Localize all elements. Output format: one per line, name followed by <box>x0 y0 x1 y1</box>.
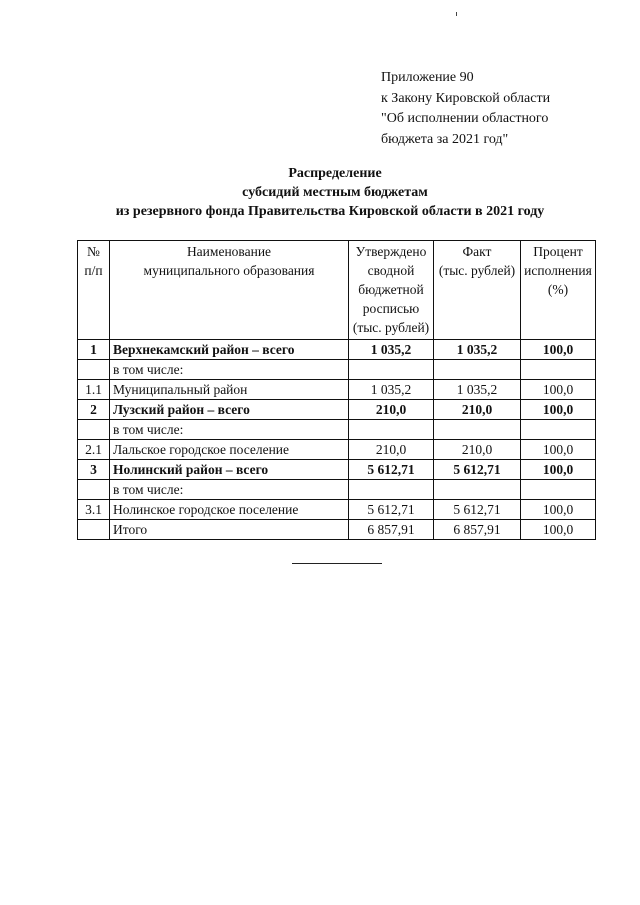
cell-num: 1 <box>78 340 110 360</box>
cell-fact <box>434 480 521 500</box>
cell-name: в том числе: <box>110 420 349 440</box>
table-row <box>78 480 596 500</box>
cell-plan: 210,0 <box>349 400 434 420</box>
appendix-line: Приложение 90 <box>381 70 474 85</box>
cell-name: Лузский район – всего <box>110 400 349 420</box>
cell-num <box>78 480 110 500</box>
table-row <box>78 380 596 400</box>
cell-plan <box>349 480 434 500</box>
appendix-line: бюджета за 2021 год" <box>381 131 509 147</box>
cell-num <box>78 520 110 540</box>
table-row <box>78 440 596 460</box>
title-line: из резервного фонда Правительства Кировской области в 2021 году <box>115 204 545 219</box>
header-name: Наименование муниципального образования <box>110 241 349 340</box>
cell-pct <box>521 420 596 440</box>
cell-pct: 100,0 <box>521 460 596 480</box>
scan-mark <box>456 12 457 16</box>
cell-num: 1.1 <box>78 380 110 400</box>
cell-fact: 6 857,91 <box>434 520 521 540</box>
cell-pct: 100,0 <box>521 500 596 520</box>
cell-num: 3 <box>78 460 110 480</box>
cell-num: 3.1 <box>78 500 110 520</box>
header-pct: Процент исполнения (%) <box>521 241 596 340</box>
cell-pct: 100,0 <box>521 380 596 400</box>
header-plan: Утверждено сводной бюджетной росписью (тыс. рублей) <box>349 241 434 340</box>
cell-num: 2 <box>78 400 110 420</box>
cell-plan <box>349 420 434 440</box>
cell-fact: 5 612,71 <box>434 500 521 520</box>
cell-name: Верхнекамский район – всего <box>110 340 349 360</box>
cell-pct: 100,0 <box>521 520 596 540</box>
cell-pct: 100,0 <box>521 400 596 420</box>
cell-plan: 1 035,2 <box>349 380 434 400</box>
table-row <box>78 500 596 520</box>
cell-name: Лальское городское поселение <box>110 440 349 460</box>
cell-name: в том числе: <box>110 480 349 500</box>
table-row <box>78 340 596 360</box>
cell-fact <box>434 420 521 440</box>
cell-fact <box>434 360 521 380</box>
table-row <box>78 360 596 380</box>
table-row <box>78 420 596 440</box>
cell-fact: 5 612,71 <box>434 460 521 480</box>
title-line: субсидий местным бюджетам <box>242 185 428 200</box>
cell-pct: 100,0 <box>521 340 596 360</box>
header-fact: Факт (тыс. рублей) <box>434 241 521 340</box>
appendix-line: "Об исполнении областного <box>381 111 549 126</box>
cell-plan: 1 035,2 <box>349 340 434 360</box>
cell-name: в том числе: <box>110 360 349 380</box>
cell-name: Муниципальный район <box>110 380 349 400</box>
cell-name: Нолинский район – всего <box>110 460 349 480</box>
cell-pct: 100,0 <box>521 440 596 460</box>
cell-name: Итого <box>110 520 349 540</box>
header-num: № п/п <box>78 241 110 340</box>
cell-plan: 210,0 <box>349 440 434 460</box>
table-total-row <box>78 520 596 540</box>
cell-num <box>78 420 110 440</box>
cell-num: 2.1 <box>78 440 110 460</box>
cell-plan: 5 612,71 <box>349 460 434 480</box>
subsidy-table <box>77 240 596 540</box>
cell-fact: 1 035,2 <box>434 340 521 360</box>
cell-pct <box>521 360 596 380</box>
document-title <box>0 164 640 221</box>
appendix-note <box>381 68 550 150</box>
table-row <box>78 400 596 420</box>
cell-fact: 210,0 <box>434 400 521 420</box>
table-header-row <box>78 241 596 340</box>
cell-fact: 210,0 <box>434 440 521 460</box>
cell-name: Нолинское городское поселение <box>110 500 349 520</box>
title-line: Распределение <box>288 166 382 181</box>
cell-pct <box>521 480 596 500</box>
end-rule <box>292 563 382 564</box>
cell-num <box>78 360 110 380</box>
appendix-line: к Закону Кировской области <box>381 90 551 106</box>
cell-plan <box>349 360 434 380</box>
cell-plan: 6 857,91 <box>349 520 434 540</box>
table-row <box>78 460 596 480</box>
cell-plan: 5 612,71 <box>349 500 434 520</box>
cell-fact: 1 035,2 <box>434 380 521 400</box>
